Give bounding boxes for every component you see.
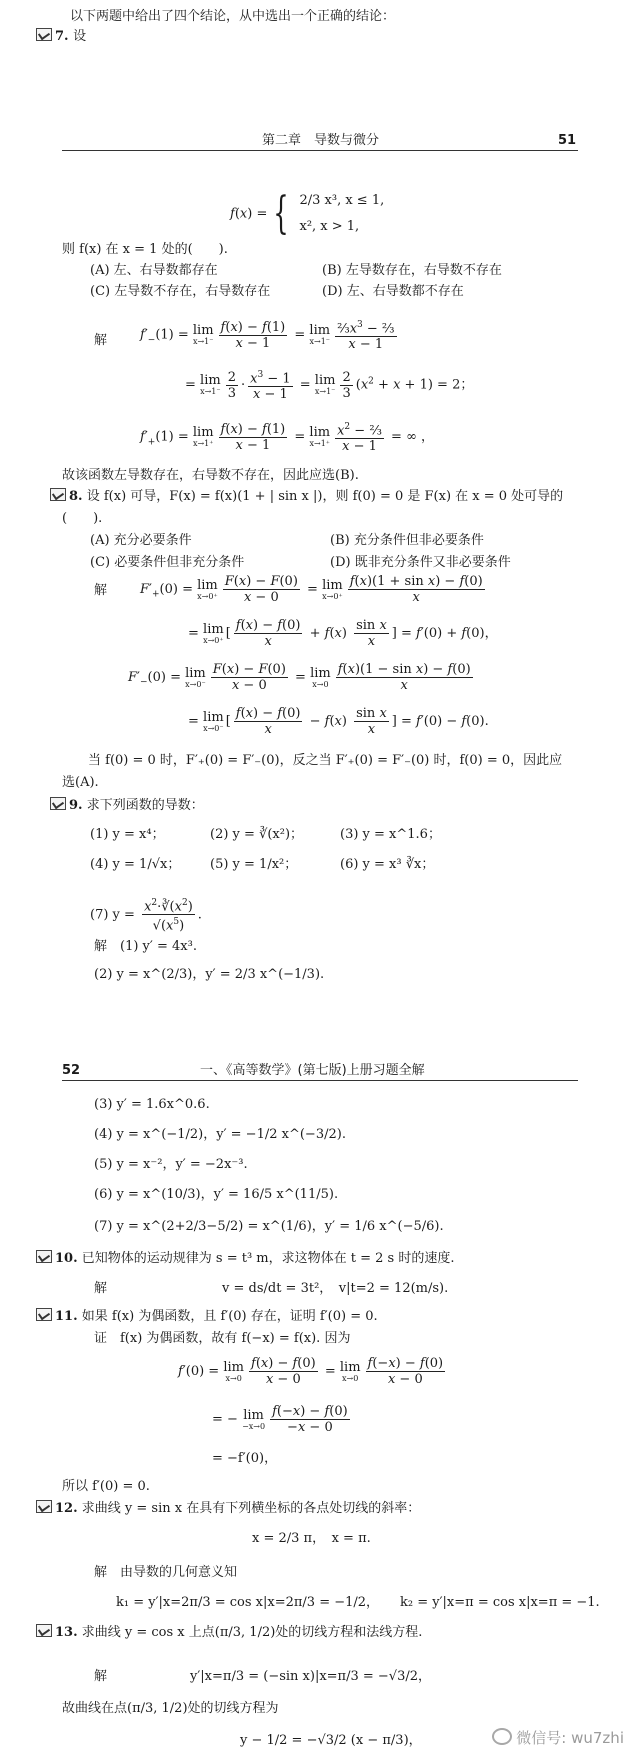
check-icon xyxy=(36,1624,52,1637)
problem-13-heading: 13. 求曲线 y = cos x 上点(π/3, 1/2)处的切线方程和法线方程. xyxy=(36,1624,422,1641)
check-icon xyxy=(36,1500,52,1513)
p8-option-d: (D) 既非充分条件又非必要条件 xyxy=(330,555,511,570)
p13-derivative: y′|x=π/3 = (−sin x)|x=π/3 = −√3/2， xyxy=(190,1669,432,1684)
p8-eq-4: = lim x→0⁻ [ $\frac{f(x) - f(0)}{x}$ − f(x) $\frac{\text{sin x}}{x}$ ] = f′(0) − f(0). xyxy=(188,706,489,737)
p13-tangent-intro: 故曲线在点(π/3, 1/2)处的切线方程为 xyxy=(62,1701,279,1716)
p7-statement: 则 f(x) 在 x = 1 处的( ). xyxy=(62,242,228,257)
p8-eq-3: $F'_-(0)$ = lim x→0⁻ $\frac{F(x) - F(0)}{x - 0}$ = lim x→0 $\frac{\text{f(x)(1 − sin x) − f(0)}}{x}$ xyxy=(128,662,471,693)
check-icon xyxy=(36,28,52,41)
p8-option-c: (C) 必要条件但非充分条件 xyxy=(90,555,245,570)
p9-func-6: (6) y = x³ ∛x； xyxy=(340,857,435,872)
header-rule xyxy=(62,150,578,151)
p8-option-a: (A) 充分必要条件 xyxy=(90,533,192,548)
p11-proof-intro: 证 f(x) 为偶函数，故有 f(−x) = f(x). 因为 xyxy=(94,1331,351,1346)
p12-solution: 解 由导数的几何意义知 xyxy=(94,1565,238,1580)
p7-piecewise: f(x) = { 2/3 x³, x ≤ 1, x², x > 1, xyxy=(230,188,385,239)
p9-func-4: (4) y = 1/√x； xyxy=(90,857,181,872)
p9-sol-5: (5) y = x⁻²，y′ = −2x⁻³. xyxy=(94,1157,248,1172)
header-rule xyxy=(62,1080,578,1081)
p8-eq-1: $F'_+(0)$ = lim x→0⁺ $\frac{F(x) - F(0)}{x - 0}$ = lim x→0⁺ $\frac{\text{f(x)(1 + sin x) − f(0)}}{x}$ xyxy=(140,574,483,605)
p8-solution-label: 解 xyxy=(94,583,108,598)
p9-sol-2: (2) y = x^(2/3)，y′ = 2/3 x^(−1/3). xyxy=(94,967,325,982)
book-header: 一、《高等数学》(第七版)上册习题全解 xyxy=(200,1063,425,1078)
p11-conclusion: 所以 f′(0) = 0. xyxy=(62,1479,150,1494)
p11-eq-3: = −f′(0)， xyxy=(212,1451,278,1466)
p9-sol-3: (3) y′ = 1.6x^0.6. xyxy=(94,1097,210,1112)
p7-conclusion: 故该函数左导数存在，右导数不存在，因此应选(B). xyxy=(62,468,359,483)
p7-solution-label: 解 xyxy=(94,333,108,348)
page-number-51: 51 xyxy=(558,133,577,148)
p8-conclusion-1: 当 f(0) = 0 时，F′₊(0) = F′₋(0)，反之当 F′₊(0) = F′₋(0) 时，f(0) = 0，因此应 xyxy=(88,753,563,768)
chapter-header: 第二章 导数与微分 xyxy=(262,133,380,148)
p10-solution-label: 解 xyxy=(94,1281,108,1296)
p12-k2: k₂ = y′|x=π = cos x|x=π = −1. xyxy=(400,1595,600,1610)
p9-func-2: (2) y = ∛(x²)； xyxy=(210,827,304,842)
p7-option-c: (C) 左导数不存在，右导数存在 xyxy=(90,284,271,299)
p9-func-5: (5) y = 1/x²； xyxy=(210,857,298,872)
p7-option-b: (B) 左导数存在，右导数不存在 xyxy=(322,263,502,278)
p8-statement-cont: ( ). xyxy=(62,511,103,526)
check-icon xyxy=(50,797,66,810)
check-icon xyxy=(50,488,66,501)
p8-option-b: (B) 充分条件但非必要条件 xyxy=(330,533,484,548)
p8-conclusion-2: 选(A). xyxy=(62,775,99,790)
problem-11-heading: 11. 如果 f(x) 为偶函数，且 f′(0) 存在，证明 f′(0) = 0. xyxy=(36,1308,378,1325)
p7-eq-left-derivative-2: = lim x→1⁻ $\frac{2}{3}$ · $\frac{x^3 - 1}{x - 1}$ = lim x→1⁻ $\frac{2}{3}$ $(x^2 + x + 1) = 2$； xyxy=(185,369,474,403)
p9-func-3: (3) y = x^1.6； xyxy=(340,827,441,842)
problem-12-heading: 12. 求曲线 y = sin x 在具有下列横坐标的各点处切线的斜率： xyxy=(36,1500,420,1517)
p10-equation: v = ds/dt = 3t²， v|t=2 = 12(m/s). xyxy=(222,1281,449,1296)
p7-eq-right-derivative: $f'_+(1)$ = lim x→1⁺ $\frac{f(x) - f(1)}{x - 1}$ = lim x→1⁺ $\frac{x^2 - \frac{2}{3}}{x - 1}$ = ∞ ， xyxy=(140,421,435,455)
page-number-52: 52 xyxy=(62,1063,81,1078)
problem-9-heading: 9. 求下列函数的导数： xyxy=(50,797,204,814)
p13-tangent-eq: y − 1/2 = −√3/2 (x − π/3)， xyxy=(240,1733,422,1748)
p11-eq-2: = − lim −x→0 $\frac{f(-x) - f(0)}{-x - 0}$ xyxy=(212,1404,348,1435)
p11-eq-1: f′(0) = lim x→0 $\frac{f(x) - f(0)}{x - 0}$ = lim x→0 $\frac{f(-x) - f(0)}{x - 0}$ xyxy=(178,1356,444,1387)
p9-func-7: (7) y = $\frac{x^2\cdot∛(x^2)}{√(x^5)}$ . xyxy=(90,898,202,934)
wechat-icon xyxy=(492,1728,512,1745)
p7-eq-left-derivative: $f'_-(1)$ = lim x→1⁻ $\frac{f(x) - f(1)}{x - 1}$ = lim x→1⁻ $\frac{\frac{2}{3}x^3 - \frac{2}{3}}{x - 1}$ xyxy=(140,319,395,353)
problem-7-heading: 7. 设 xyxy=(36,28,86,45)
p9-sol-6: (6) y = x^(10/3)，y′ = 16/5 x^(11/5). xyxy=(94,1187,339,1202)
p12-points: x = 2/3 π， x = π. xyxy=(252,1531,371,1546)
watermark: 微信号: wu7zhi xyxy=(492,1727,624,1748)
problem-10-heading: 10. 已知物体的运动规律为 s = t³ m，求这物体在 t = 2 s 时的速度. xyxy=(36,1250,454,1267)
intro-text: 以下两题中给出了四个结论，从中选出一个正确的结论： xyxy=(70,9,396,24)
check-icon xyxy=(36,1308,52,1321)
p9-func-1: (1) y = x⁴； xyxy=(90,827,165,842)
p7-option-d: (D) 左、右导数都不存在 xyxy=(322,284,464,299)
p13-solution-label: 解 xyxy=(94,1669,108,1684)
p12-k1: k₁ = y′|x=2π/3 = cos x|x=2π/3 = −1/2， xyxy=(116,1595,380,1610)
p9-sol-7: (7) y = x^(2+2/3−5/2) = x^(1/6)，y′ = 1/6 x^(−5/6). xyxy=(94,1219,444,1234)
p9-sol-1: 解 (1) y′ = 4x³. xyxy=(94,939,197,954)
check-icon xyxy=(36,1250,52,1263)
p8-eq-2: = lim x→0⁺ [ $\frac{f(x) - f(0)}{x}$ + f(x) $\frac{\text{sin x}}{x}$ ] = f′(0) + f(0)， xyxy=(188,618,498,649)
problem-8-heading: 8. 设 f(x) 可导，F(x) = f(x)(1 + | sin x |)，则 f(0) = 0 是 F(x) 在 x = 0 处可导的 xyxy=(50,488,563,505)
p7-option-a: (A) 左、右导数都存在 xyxy=(90,263,218,278)
p9-sol-4: (4) y = x^(−1/2)，y′ = −1/2 x^(−3/2). xyxy=(94,1127,346,1142)
